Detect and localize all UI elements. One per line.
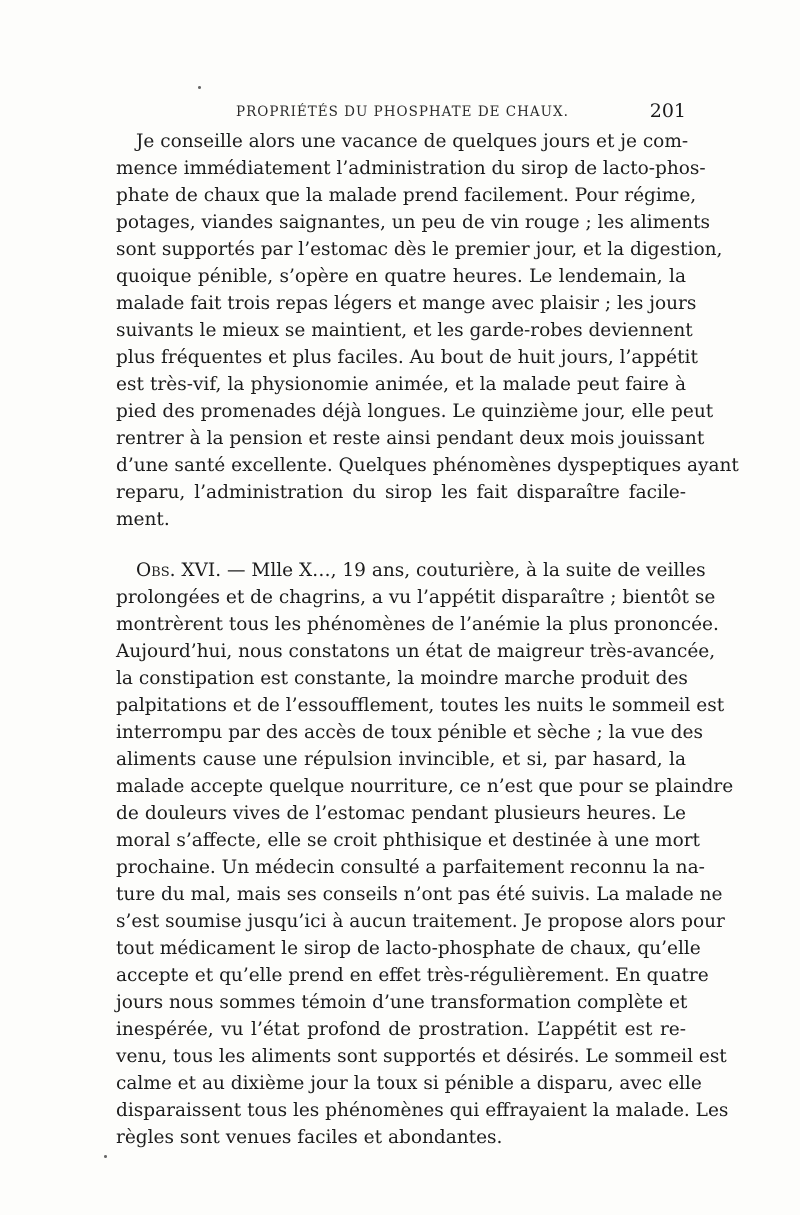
text-line: calme et au dixième jour la toux si pénible a disparu, avec elle	[116, 1073, 702, 1094]
text-line: montrèrent tous les phénomènes de l’anémie la plus prononcée.	[116, 614, 719, 635]
text-line: sont supportés par l’estomac dès le premier jour, et la digestion,	[116, 239, 723, 260]
text-line: quoique pénible, s’opère en quatre heures. Le lendemain, la	[116, 266, 686, 287]
paragraph-1	[116, 128, 739, 533]
text-line: moral s’affecte, elle se croit phthisique et destinée à une mort	[116, 830, 700, 851]
text-line: jours nous sommes témoin d’une transformation complète et	[116, 992, 688, 1013]
text-line: ment.	[116, 509, 170, 530]
text-line: malade fait trois repas légers et mange avec plaisir ; les jours	[116, 293, 697, 314]
page-header	[116, 100, 686, 124]
text-line: accepte et qu’elle prend en effet très-régulièrement. En quatre	[116, 965, 709, 986]
text-line: palpitations et de l’essoufflement, toutes les nuits le sommeil est	[116, 695, 725, 716]
print-speck	[104, 1155, 107, 1158]
paragraph-2	[116, 557, 734, 1151]
text-line: règles sont venues faciles et abondantes.	[116, 1127, 503, 1148]
text-line: reparu, l’administration du sirop les fait disparaître facile-	[116, 482, 686, 503]
text-line: la constipation est constante, la moindre marche produit des	[116, 668, 688, 689]
text-line: aliments cause une répulsion invincible, et si, par hasard, la	[116, 749, 686, 770]
text-line: pied des promenades déjà longues. Le quinzième jour, elle peut	[116, 401, 714, 422]
print-speck	[198, 86, 201, 89]
text-line: suivants le mieux se maintient, et les garde-robes deviennent	[116, 320, 693, 341]
text-line: phate de chaux que la malade prend facilement. Pour régime,	[116, 185, 697, 206]
text-line: tout médicament le sirop de lacto-phosphate de chaux, qu’elle	[116, 938, 701, 959]
text-line: Je conseille alors une vacance de quelques jours et je com-	[136, 131, 689, 152]
text-line: venu, tous les aliments sont supportés et désirés. Le sommeil est	[116, 1046, 727, 1067]
text-line: prochaine. Un médecin consulté a parfaitement reconnu la na-	[116, 857, 705, 878]
observation-intro: — Mlle X…, 19 ans, couturière, à la suite de veilles	[221, 560, 706, 581]
observation-label: Obs. XVI.	[136, 560, 222, 581]
text-line: d’une santé excellente. Quelques phénomènes dyspeptiques ayant	[116, 455, 739, 476]
observation-heading-line	[116, 557, 706, 584]
text-line: prolongées et de chagrins, a vu l’appétit disparaître ; bientôt se	[116, 587, 716, 608]
text-line: est très-vif, la physionomie animée, et la malade peut faire à	[116, 374, 686, 395]
text-line: inespérée, vu l’état profond de prostration. L’appétit est re-	[116, 1019, 686, 1040]
text-line: mence immédiatement l’administration du sirop de lacto-phos-	[116, 158, 706, 179]
text-line: disparaissent tous les phénomènes qui effrayaient la malade. Les	[116, 1100, 729, 1121]
page-number: 201	[649, 100, 686, 122]
text-line: plus fréquentes et plus faciles. Au bout de huit jours, l’appétit	[116, 347, 698, 368]
text-line: interrompu par des accès de toux pénible et sèche ; la vue des	[116, 722, 703, 743]
running-head: PROPRIÉTÉS DU PHOSPHATE DE CHAUX.	[236, 104, 569, 120]
text-line: ture du mal, mais ses conseils n’ont pas été suivis. La malade ne	[116, 884, 723, 905]
text-line: malade accepte quelque nourriture, ce n’est que pour se plaindre	[116, 776, 734, 797]
text-line: potages, viandes saignantes, un peu de vin rouge ; les aliments	[116, 212, 710, 233]
text-line: s’est soumise jusqu’ici à aucun traitement. Je propose alors pour	[116, 911, 725, 932]
text-line: Aujourd’hui, nous constatons un état de maigreur très-avancée,	[116, 641, 716, 662]
text-line: de douleurs vives de l’estomac pendant plusieurs heures. Le	[116, 803, 686, 824]
text-line: rentrer à la pension et reste ainsi pendant deux mois jouissant	[116, 428, 705, 449]
